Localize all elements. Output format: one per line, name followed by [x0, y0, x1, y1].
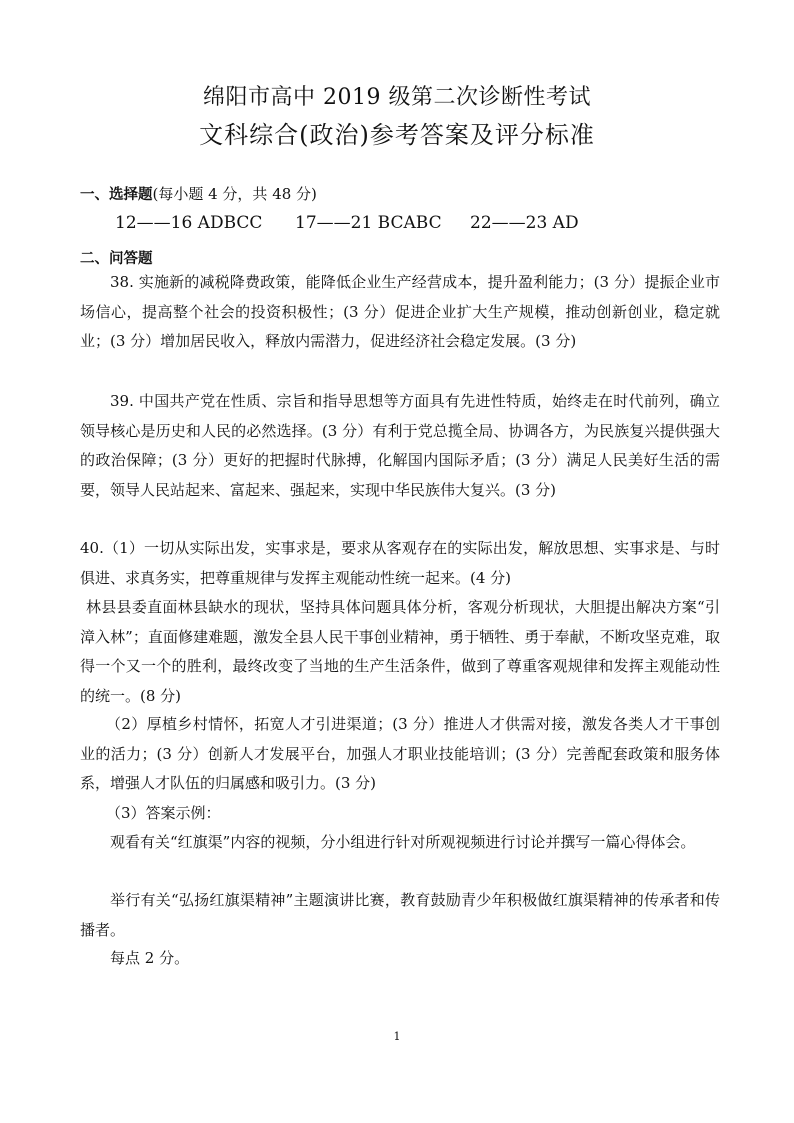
choice-answers [115, 213, 579, 233]
question-40-part1: 40.（1）一切从实际出发，实事求是，要求从客观存在的实际出发，解放思想、实事求是、与时俱进、求真务实，把尊重规律与发挥主观能动性统一起来。(4 分) [80, 539, 720, 587]
question-38-answer: 38. 实施新的减税降费政策，能降低企业生产经营成本，提升盈利能力；(3 分）提振企业市场信心，提高整个社会的投资积极性；(3 分）促进企业扩大生产规模，推动创新创业，稳定就业；(3 分）增加居民收入，释放内需潜力，促进经济社会稳定发展。(3 分) [80, 273, 720, 350]
question-40-part2: （2）厚植乡村情怀，拓宽人才引进渠道；(3 分）推进人才供需对接，激发各类人才干事创业的活力；(3 分）创新人才发展平台，加强人才职业技能培训；(3 分）完善配套政策和服务体系，增强人才队伍的归属感和吸引力。(3 分) [80, 715, 720, 792]
section1-header [80, 183, 720, 204]
scoring-note: 每点 2 分。 [110, 949, 190, 967]
question-40-part3-label: （3）答案示例： [106, 804, 221, 822]
question-40-example2: 举行有关“弘扬红旗渠精神”主题演讲比赛，教育鼓励青少年积极做红旗渠精神的传承者和传播者。 [80, 891, 720, 939]
page-number: 1 [393, 1030, 401, 1043]
question-39-answer: 39. 中国共产党在性质、宗旨和指导思想等方面具有先进性特质，始终走在时代前列，确立领导核心是历史和人民的必然选择。(3 分）有利于党总揽全局、协调各方，为民族复兴提供强大的政治保障；(3 分）更好的把握时代脉搏，化解国内国际矛盾；(3 分）满足人民美好生活的需要，领导人民站起来、富起来、强起来，实现中华民族伟大复兴。(3 分) [80, 392, 720, 499]
answer-group-2: 17——21 BCABC [295, 213, 442, 233]
answer-group-1: 12——16 ADBCC [115, 213, 263, 233]
section1-heading: 一、选择题 [80, 187, 153, 203]
document-title-line1: 绵阳市高中 2019 级第二次诊断性考试 [203, 85, 591, 110]
answer-group-3: 22——23 AD [470, 213, 579, 233]
document-title-line2: 文科综合(政治)参考答案及评分标准 [199, 121, 595, 149]
section1-note: (每小题 4 分，共 48 分) [152, 185, 317, 203]
section2-heading: 二、问答题 [80, 251, 153, 267]
question-40-part1-detail: 林县县委直面林县缺水的现状，坚持具体问题具体分析，客观分析现状，大胆提出解决方案“引漳入林”；直面修建难题，激发全县人民干事创业精神，勇于牺牲、勇于奉献，不断攻坚克难，取得一个又一个的胜利，最终改变了当地的生产生活条件，做到了尊重客观规律和发挥主观能动性的统一。(8 分) [80, 598, 720, 705]
question-40-example1: 观看有关“红旗渠”内容的视频，分小组进行针对所观视频进行讨论并撰写一篇心得体会。 [110, 833, 696, 851]
